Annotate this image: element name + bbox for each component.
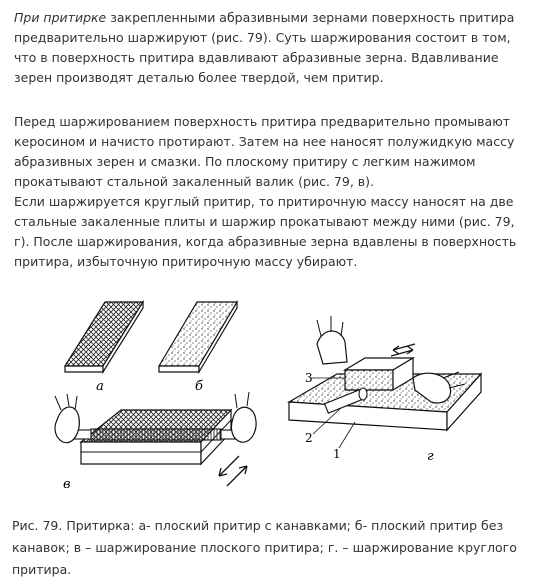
- procedure-flat-text: Перед шаржированием поверхность притира предварительно промывают керосином и начисто протирают. Затем на нее наносят полужидкую массу абразивных зерен и смазки. По плоскому притиру с легким нажимом прокатывают стальной закаленный валик (рис. 79, в).: [14, 114, 515, 189]
- flat-charging-drawing: [55, 392, 256, 486]
- label-v: в: [63, 477, 71, 492]
- intro-body: закрепленными абразивными зернами поверхность притира предварительно шаржируют (рис. 79). Суть шаржирования состоит в том, что в поверхность притира вдавливают абразивные зерна. Вдавливание зерен производят деталью более твердой, чем притир.: [14, 10, 515, 85]
- label-b: б: [195, 379, 203, 394]
- intro-paragraph: [14, 8, 526, 88]
- figure-caption: Рис. 79. Притирка: а- плоский притир с канавками; б- плоский притир без канавок; в – шаржирование плоского притира; г. – шаржирование круглого притира.: [12, 518, 517, 577]
- intro-lead: При притирке: [14, 10, 107, 25]
- plate-grooved-drawing: [65, 302, 143, 372]
- procedure-paragraph: [14, 112, 526, 272]
- label-num-1: 1: [333, 447, 341, 461]
- label-g: г: [427, 449, 434, 464]
- label-num-2: 2: [305, 431, 313, 445]
- round-charging-drawing: [289, 316, 481, 448]
- label-a: а: [96, 379, 104, 394]
- figure-79: [51, 292, 488, 497]
- plate-plain-drawing: [159, 302, 237, 372]
- procedure-round-text: Если шаржируется круглый притир, то притирочную массу наносят на две стальные закаленные плиты и шаржир прокатывают между ними (рис. 79, г). После шаржирования, когда абразивные зерна вдавлены в поверхность притира, избыточную притирочную массу убирают.: [14, 194, 517, 269]
- label-num-3: 3: [305, 371, 313, 385]
